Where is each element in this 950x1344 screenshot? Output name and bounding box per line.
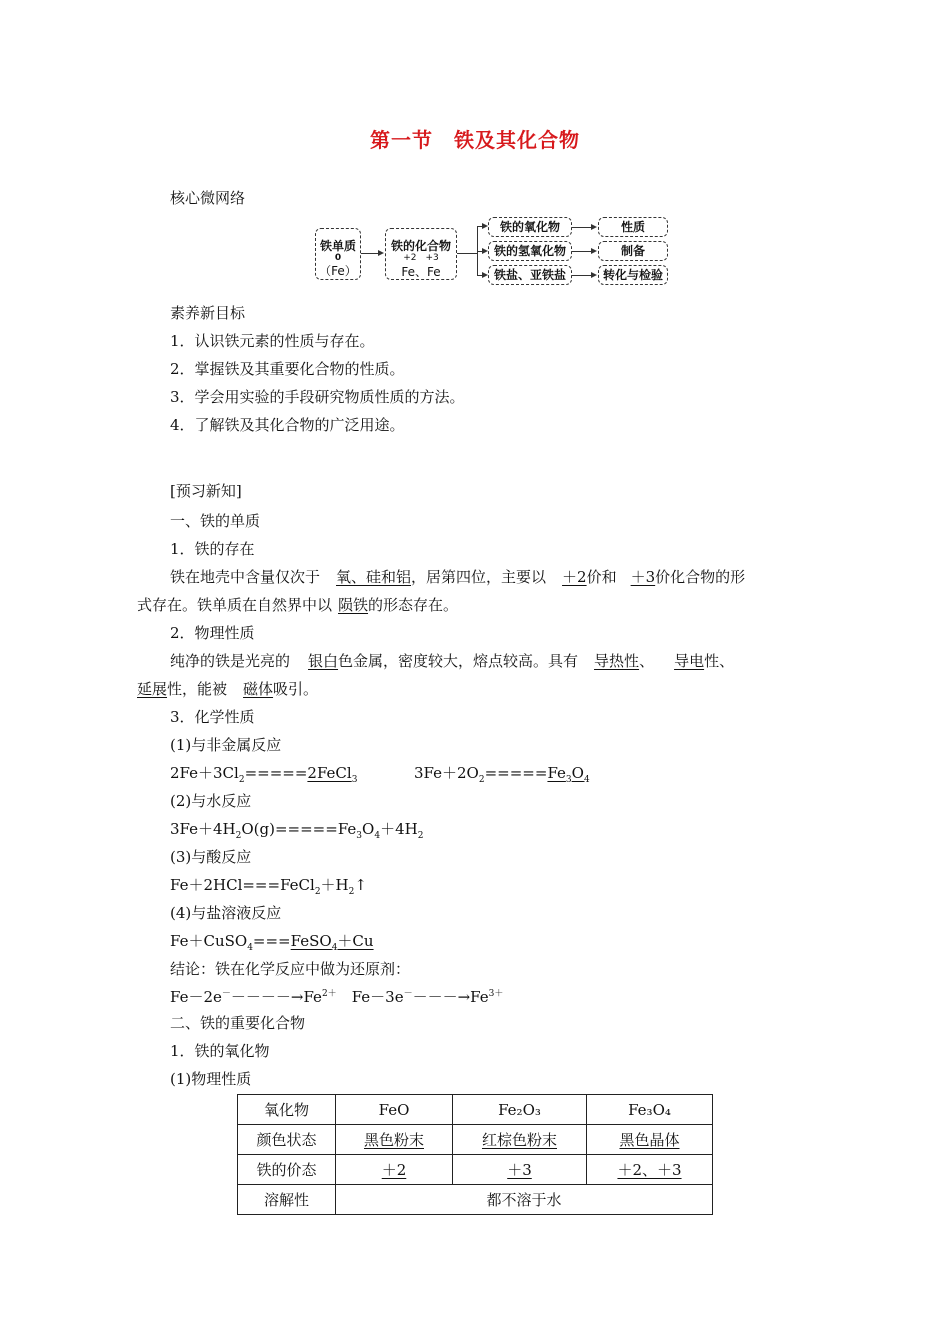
aspect-conversion: 转化与检验 [598, 265, 668, 285]
table-row [238, 1095, 713, 1125]
equation-fe-cuso4: Fe＋CuSO$_4$===FeSO$_4$＋Cu [170, 932, 374, 953]
table-cell: 黑色粉末 [336, 1125, 453, 1155]
equation-fe-o2: $3Fe+2O_2=====Fe_3O_4$ [414, 764, 590, 785]
table-cell: ＋3 [453, 1155, 587, 1185]
category-oxides: 铁的氧化物 [488, 217, 572, 237]
row-label: 溶解性 [238, 1185, 336, 1215]
page-title: 第一节 铁及其化合物 [370, 128, 580, 152]
equation-fe-hcl: $Fe+2HCl===FeCl_2+H_2↑$ [170, 876, 367, 897]
existence-line-2: 式存在。铁单质在自然界中以 陨铁的形态存在。 [137, 596, 459, 614]
blank-answer: 延展 [137, 680, 168, 698]
goal-item: 4．了解铁及其化合物的广泛用途。 [170, 416, 405, 434]
blank-answer: ＋2 [562, 568, 587, 586]
table-cell: 黑色晶体 [587, 1125, 713, 1155]
blank-answer: 银白 [308, 652, 339, 670]
existence-line-1: 铁在地壳中含量仅次于 氧、硅和铝，居第四位，主要以 ＋2价和 ＋3价化合物的形 [170, 568, 746, 586]
fe-element-box [315, 228, 361, 280]
oxide-properties-table [237, 1094, 713, 1215]
equation-fe-water: $3Fe+4H_2O(g)=====Fe_3O_4+4H_2$ [170, 820, 424, 841]
header-cell: FeO [336, 1095, 453, 1125]
table-row [238, 1125, 713, 1155]
blank-answer: 导热性 [594, 652, 640, 670]
table-row [238, 1185, 713, 1215]
iron-compounds-formula: Fe、Fe [401, 265, 441, 279]
subsection-physical: 2．物理性质 [170, 624, 255, 642]
table-cell: 红棕色粉末 [453, 1125, 587, 1155]
reaction-nonmetal-heading: (1)与非金属反应 [170, 736, 282, 754]
row-label: 颜色状态 [238, 1125, 336, 1155]
electron-transfer-line: $Fe-2e^-----\to Fe^{2+}$ $Fe-3e^----\to Fe^{3+}$ [170, 988, 504, 1006]
fe-valence-zero: 0 [334, 253, 342, 263]
header-cell: Fe₃O₄ [587, 1095, 713, 1125]
header-cell: Fe₂O₃ [453, 1095, 587, 1125]
table-cell: ＋2 [336, 1155, 453, 1185]
subsection-oxides: 1．铁的氧化物 [170, 1042, 270, 1060]
conclusion-text: 结论：铁在化学反应中做为还原剂： [170, 960, 411, 978]
physical-line-2: 延展性，能被 磁体吸引。 [137, 680, 319, 698]
subsection-chemical: 3．化学性质 [170, 708, 255, 726]
goal-item: 2．掌握铁及其重要化合物的性质。 [170, 360, 405, 378]
fe-element-formula: （Fe） [319, 264, 357, 278]
network-heading: 核心微网络 [170, 189, 246, 207]
table-row [238, 1155, 713, 1185]
reaction-water-heading: (2)与水反应 [170, 792, 252, 810]
table-cell: ＋2、＋3 [587, 1155, 713, 1185]
goals-heading: 素养新目标 [170, 304, 246, 322]
blank-answer: ＋3 [630, 568, 656, 586]
aspect-preparation: 制备 [598, 241, 668, 261]
physical-line-1: 纯净的铁是光亮的 银白色金属，密度较大，熔点较高。具有 导热性、 导电性、 [170, 652, 735, 670]
header-cell: 氧化物 [238, 1095, 336, 1125]
category-salts: 铁盐、亚铁盐 [488, 265, 572, 285]
section-iron-compounds: 二、铁的重要化合物 [170, 1014, 306, 1032]
blank-answer: 磁体 [243, 680, 274, 698]
blank-answer: 陨铁 [338, 596, 369, 614]
reaction-salt-heading: (4)与盐溶液反应 [170, 904, 282, 922]
oxides-physical-heading: (1)物理性质 [170, 1070, 252, 1088]
equation-fe-cl2: $2Fe+3Cl_2=====2FeCl_3$ [170, 764, 358, 785]
table-cell: 都不溶于水 [336, 1185, 713, 1215]
aspect-properties: 性质 [598, 217, 668, 237]
iron-compounds-label: 铁的化合物 [390, 239, 451, 253]
row-label: 铁的价态 [238, 1155, 336, 1185]
goal-item: 3．学会用实验的手段研究物质性质的方法。 [170, 388, 465, 406]
subsection-existence: 1．铁的存在 [170, 540, 255, 558]
blank-answer: 氧、硅和铝 [336, 568, 412, 586]
blank-answer: 导电 [674, 652, 705, 670]
section-iron-element: 一、铁的单质 [170, 512, 261, 530]
reaction-acid-heading: (3)与酸反应 [170, 848, 252, 866]
preview-heading: [预习新知] [170, 482, 242, 500]
iron-compounds-box [385, 228, 457, 280]
goal-item: 1．认识铁元素的性质与存在。 [170, 332, 375, 350]
iron-valences: +2 +3 [403, 253, 439, 263]
category-hydroxides: 铁的氢氧化物 [488, 241, 572, 261]
fe-element-label: 铁单质 [319, 239, 356, 253]
